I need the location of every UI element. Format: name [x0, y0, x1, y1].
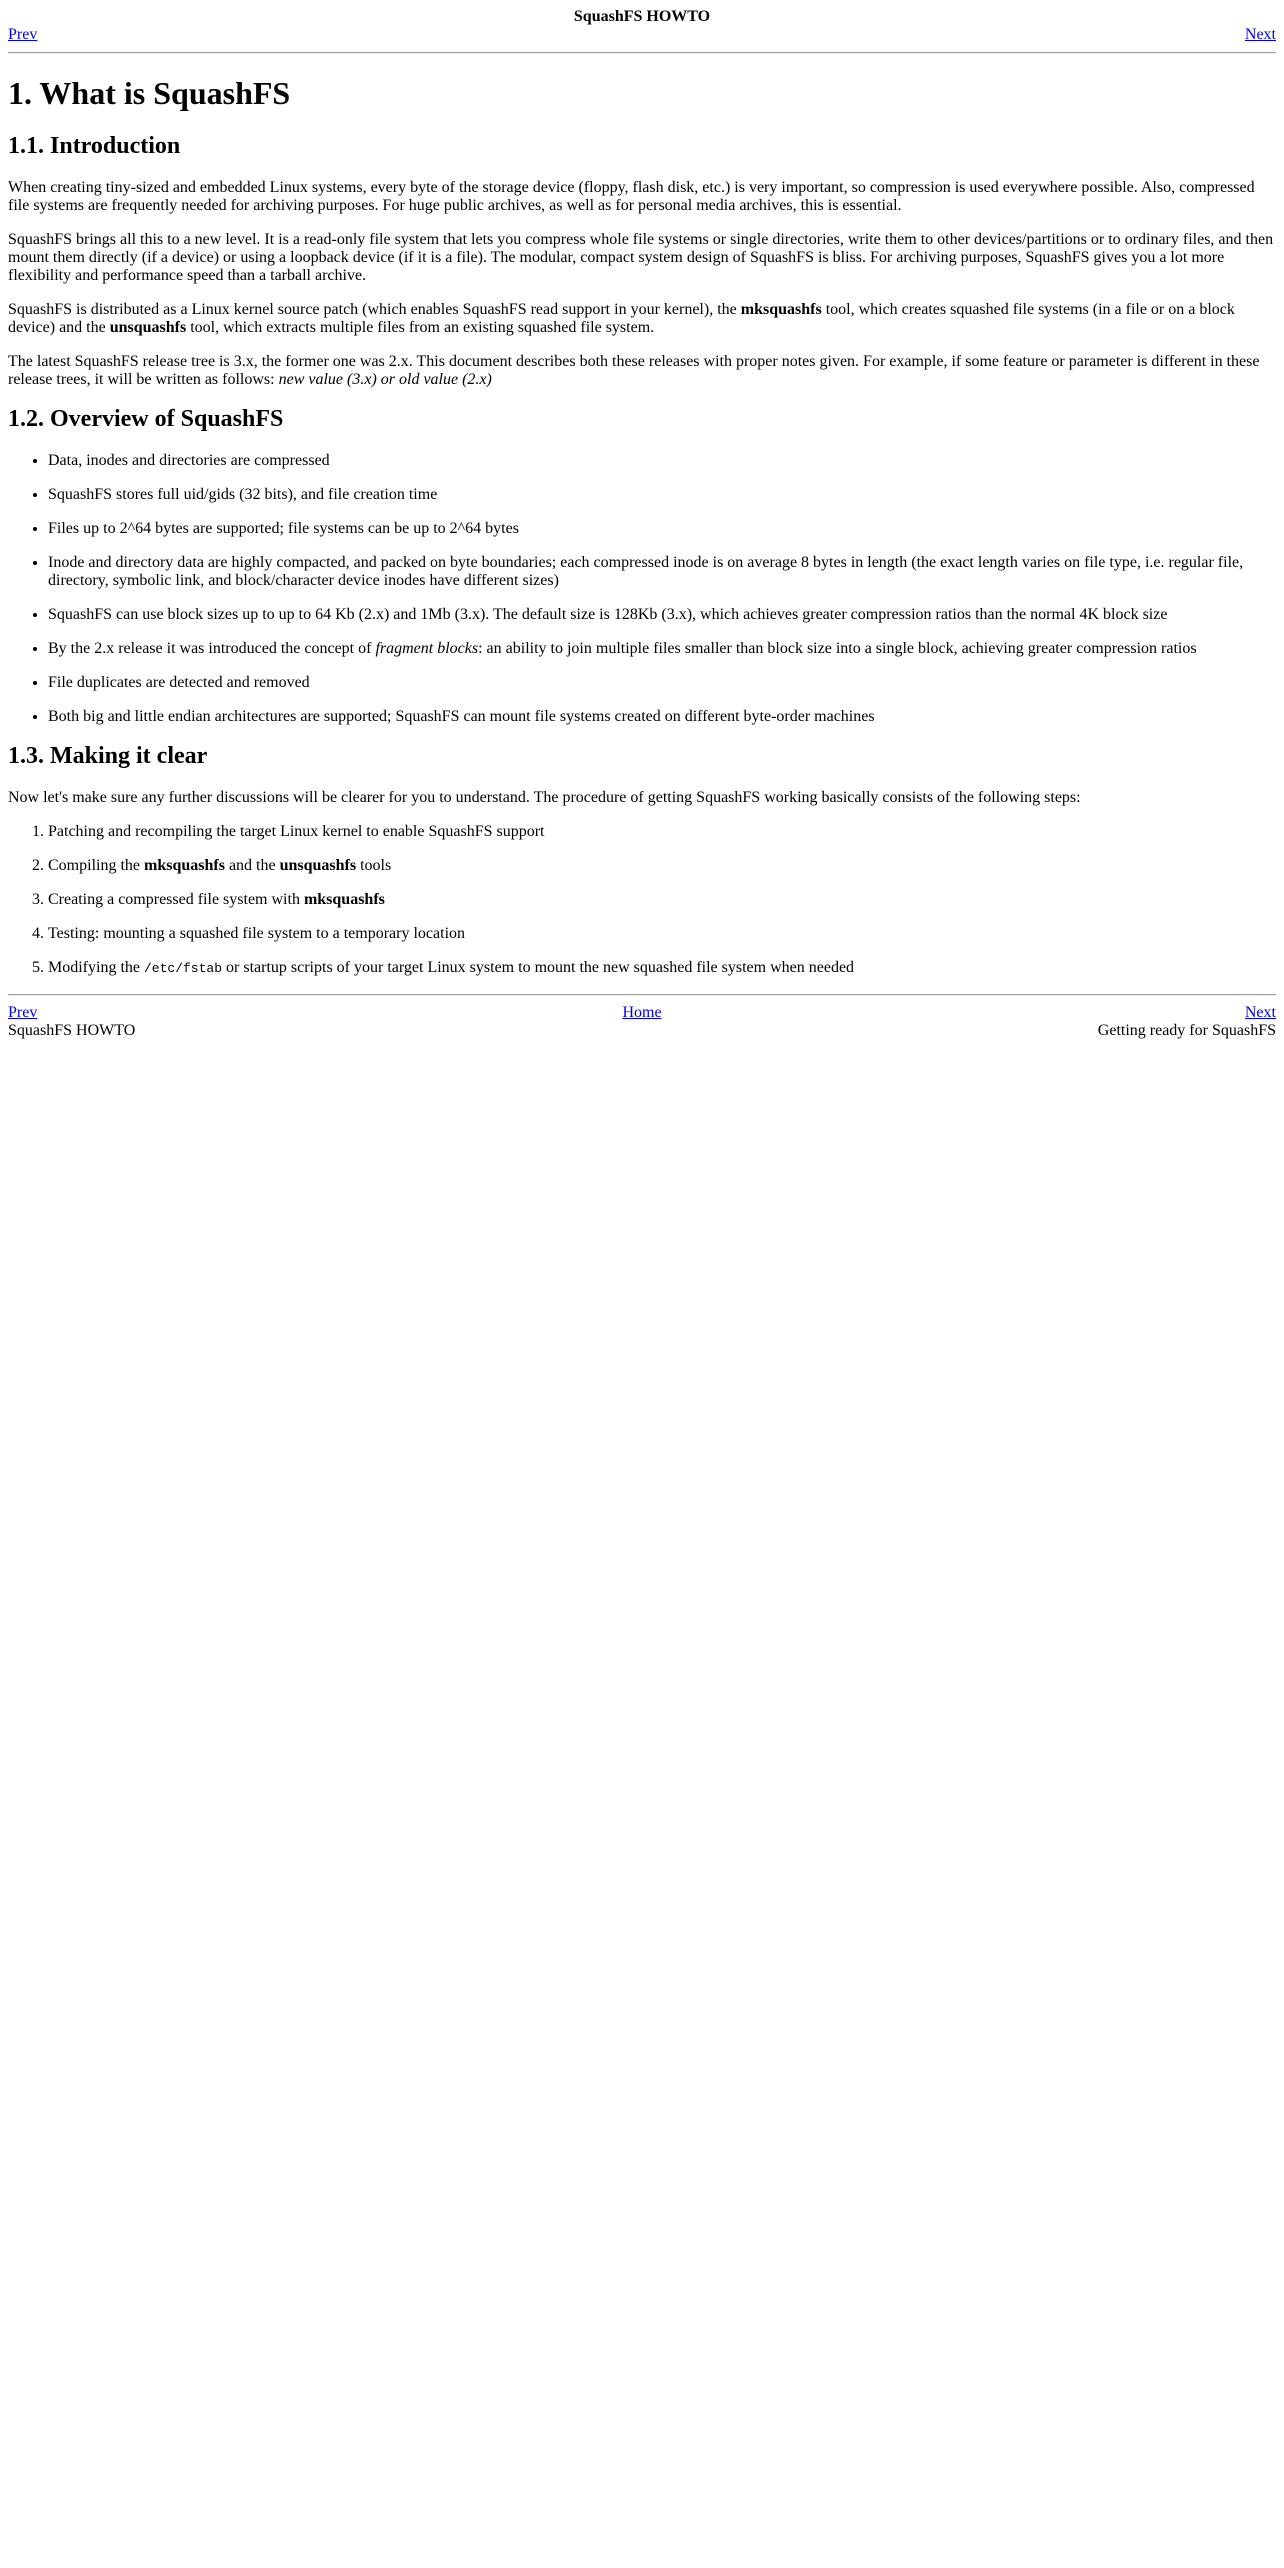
list-item [48, 959, 1276, 978]
command-mksquashfs: mksquashfs [303, 891, 385, 908]
command-unsquashfs: unsquashfs [109, 319, 187, 336]
list-item: 4. Testing: mounting a squashed file system to a temporary location [48, 925, 1276, 943]
footer-nav-table [8, 1004, 1276, 1040]
term-fragment-blocks: fragment blocks [375, 640, 479, 657]
intro-paragraph-2: SquashFS brings all this to a new level. It is a read-only file system that lets you compress whole file systems or single directories, write them to other devices/partitions or to ordinary files, and then mount them directly (if a device) or using a loopback device (if it is a file). The modular, compact system design of SquashFS is bliss. For archiving purposes, SquashFS gives you a lot more flexibility and performance speed than a tarball archive. [8, 231, 1274, 284]
footer-prev-cell [8, 1004, 431, 1022]
list-item: • Inode and directory data are highly compacted, and packed on byte boundaries; each compressed inode is on average 8 bytes in length (the exact length varies on file type, i.e. regular file, directory, symbolic link, and block/character device inodes have different sizes) [48, 554, 1276, 590]
overview-feature-list [8, 452, 1276, 726]
intro-paragraph-4 [8, 353, 1276, 389]
footer-prev-title: SquashFS HOWTO [8, 1022, 136, 1039]
text-fragment: and the [224, 857, 280, 874]
list-item: • SquashFS can use block sizes up to up to 64 Kb (2.x) and 1Mb (3.x). The default size is 128Kb (3.x), which achieves greater compression ratios than the normal 4K block size [48, 606, 1276, 624]
list-item: • Both big and little endian architectures are supported; SquashFS can mount file systems created on different byte-order machines [48, 708, 1276, 726]
section-introduction [8, 132, 1276, 389]
section-heading-making-it-clear: 1.3. Making it clear [8, 743, 208, 769]
next-link[interactable]: Next [1244, 26, 1276, 43]
command-unsquashfs: unsquashfs [279, 857, 357, 874]
text-fragment: : an ability to join multiple files smaller than block size into a single block, achieving greater compression ratios [478, 640, 1197, 657]
text-fragment: Compiling the [48, 857, 144, 874]
intro-paragraph-3 [8, 301, 1276, 337]
list-item [48, 857, 1276, 875]
text-fragment: By the 2.x release it was introduced the concept of [48, 640, 376, 657]
text-fragment: SquashFS is distributed as a Linux kernel source patch (which enables SquashFS read support in your kernel), the [8, 301, 741, 318]
list-item: • Files up to 2^64 bytes are supported; file systems can be up to 2^64 bytes [48, 520, 1276, 538]
list-item: • SquashFS stores full uid/gids (32 bits), and file creation time [48, 486, 1276, 504]
text-fragment: or startup scripts of your target Linux system to mount the new squashed file system when needed [222, 959, 855, 976]
list-item: • File duplicates are detected and removed [48, 674, 1276, 692]
section-heading-introduction: 1.1. Introduction [8, 133, 181, 159]
section-overview [8, 405, 1276, 726]
text-fragment: The latest SquashFS release tree is 3.x, the former one was 2.x. This document describes both these releases with proper notes given. For example, if some feature or parameter is different in these release trees, it will be written as follows: [8, 353, 1260, 388]
list-item [48, 891, 1276, 909]
list-item: 1. Patching and recompiling the target Linux kernel to enable SquashFS support [48, 823, 1276, 841]
footer-next-link[interactable]: Next [1244, 1004, 1276, 1021]
fstab-path: /etc/fstab [144, 961, 223, 976]
command-mksquashfs: mksquashfs [740, 301, 822, 318]
prev-link[interactable]: Prev [8, 26, 38, 43]
text-fragment: Creating a compressed file system with [48, 891, 304, 908]
document-title: SquashFS HOWTO [573, 8, 711, 25]
footer-navigation [8, 994, 1276, 1040]
chapter-content [8, 75, 1276, 978]
list-item [48, 640, 1276, 658]
page [0, 0, 1284, 1040]
chapter-title: 1. What is SquashFS [8, 75, 291, 111]
footer-next-cell [853, 1004, 1276, 1022]
text-fragment: tools [356, 857, 392, 874]
text-fragment: Modifying the [48, 959, 144, 976]
footer-divider [8, 994, 1276, 996]
section-making-it-clear [8, 742, 1276, 978]
command-mksquashfs: mksquashfs [144, 857, 225, 874]
header-navigation [8, 8, 1276, 54]
section-heading-overview: 1.2. Overview of SquashFS [8, 406, 284, 432]
steps-intro-paragraph: Now let's make sure any further discussions will be clearer for you to understand. The procedure of getting SquashFS working basically consists of the following steps: [8, 789, 1081, 806]
intro-paragraph-1: When creating tiny-sized and embedded Linux systems, every byte of the storage device (floppy, flash disk, etc.) is very important, so compression is used everywhere possible. Also, compressed file systems are frequently needed for archiving purposes. For huge public archives, as well as for personal media archives, this is essential. [8, 179, 1255, 214]
footer-home-cell [431, 1004, 854, 1022]
footer-spacer [431, 1022, 854, 1040]
header-divider [8, 52, 1276, 54]
list-item: • Data, inodes and directories are compressed [48, 452, 1276, 470]
text-fragment: tool, which creates squashed file systems (in a file or on a block device) and the [8, 301, 1235, 336]
header-nav-row [8, 26, 1276, 44]
text-fragment: tool, which extracts multiple files from an existing squashed file system. [186, 319, 655, 336]
version-notation-example: new value (3.x) or old value (2.x) [278, 371, 492, 388]
footer-prev-link[interactable]: Prev [8, 1004, 38, 1021]
footer-next-title: Getting ready for SquashFS [1097, 1022, 1276, 1039]
footer-home-link[interactable]: Home [622, 1004, 662, 1021]
steps-list [8, 823, 1276, 978]
